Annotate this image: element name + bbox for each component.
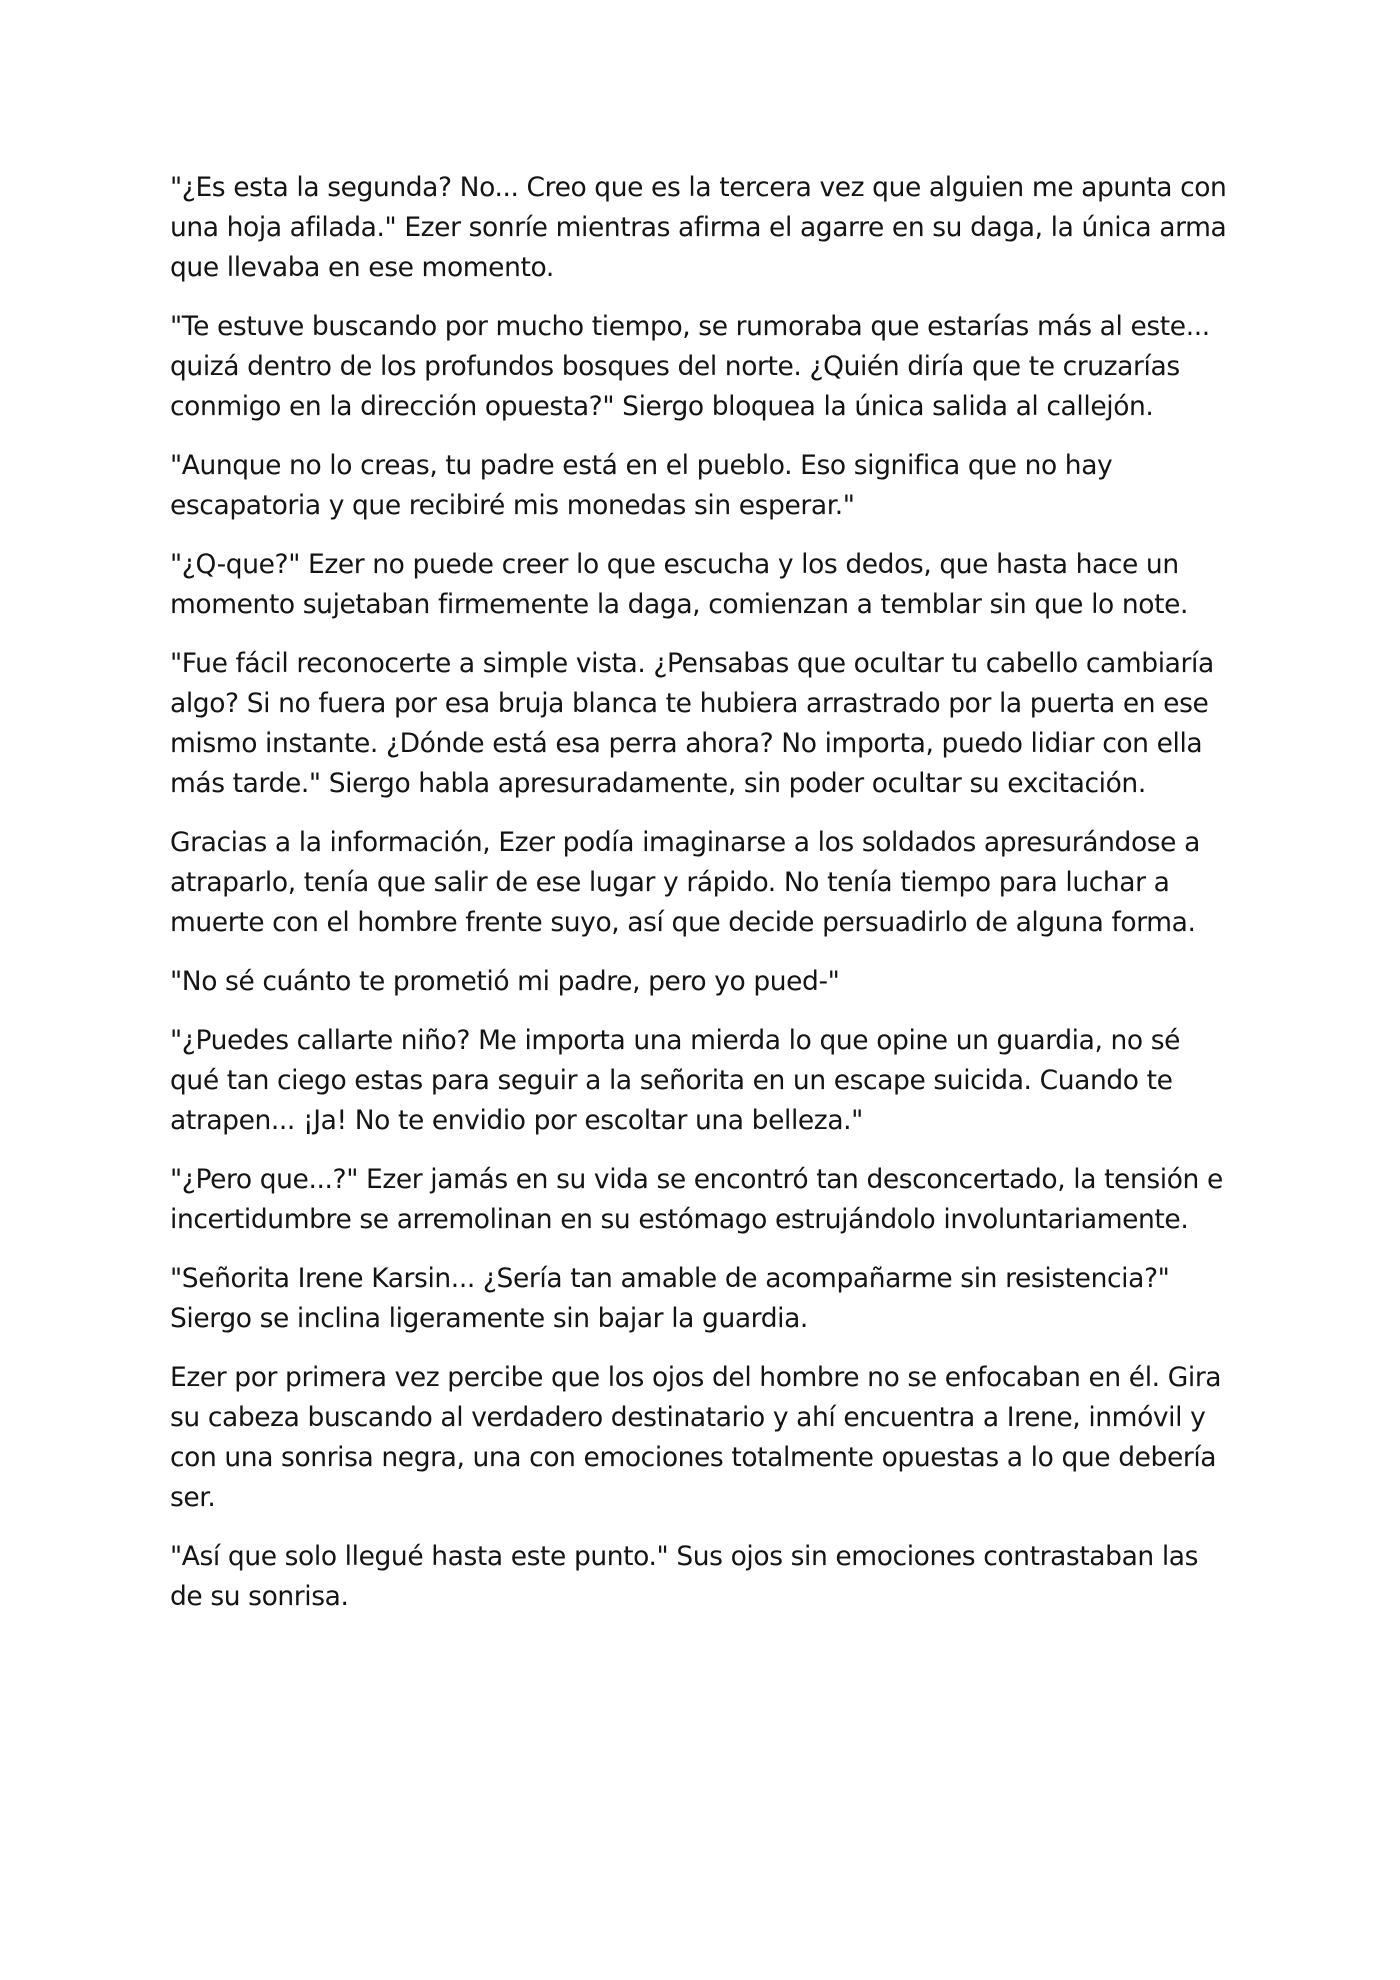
paragraph: "Fue fácil reconocerte a simple vista. ¿Pensabas que ocultar tu cabello cambiaría algo? Si no fuera por esa bruja blanca te hubiera arrastrado por la puerta en ese mismo instante. ¿Dónde está esa perra ahora? No importa, puedo lidiar con ella más tarde." Siergo habla apresuradamente, sin poder ocultar su excitación.: [170, 648, 1214, 799]
paragraph: "No sé cuánto te prometió mi padre, pero yo pued-": [170, 966, 840, 997]
paragraph: Gracias a la información, Ezer podía imaginarse a los soldados apresurándose a atraparlo, tenía que salir de ese lugar y rápido. No tenía tiempo para luchar a muerte con el hombre frente suyo, así que decide persuadirlo de alguna forma.: [170, 827, 1200, 938]
paragraph: "¿Q-que?" Ezer no puede creer lo que escucha y los dedos, que hasta hace un momento sujetaban firmemente la daga, comienzan a temblar sin que lo note.: [170, 549, 1189, 620]
document-body: [170, 168, 1230, 1636]
paragraph: "¿Pero que...?" Ezer jamás en su vida se encontró tan desconcertado, la tensión e incertidumbre se arremolinan en su estómago estrujándolo involuntariamente.: [170, 1164, 1223, 1235]
paragraph: "¿Es esta la segunda? No... Creo que es la tercera vez que alguien me apunta con una hoja afilada." Ezer sonríe mientras afirma el agarre en su daga, la única arma que llevaba en ese momento.: [170, 172, 1227, 283]
paragraph: "Te estuve buscando por mucho tiempo, se rumoraba que estarías más al este... quizá dentro de los profundos bosques del norte. ¿Quién diría que te cruzarías conmigo en la dirección opuesta?" Siergo bloquea la única salida al callejón.: [170, 311, 1210, 422]
paragraph: "Así que solo llegué hasta este punto." Sus ojos sin emociones contrastaban las de su sonrisa.: [170, 1541, 1199, 1612]
paragraph: "Aunque no lo creas, tu padre está en el pueblo. Eso significa que no hay escapatoria y que recibiré mis monedas sin esperar.": [170, 450, 1113, 521]
paragraph: "Señorita Irene Karsin... ¿Sería tan amable de acompañarme sin resistencia?" Siergo se inclina ligeramente sin bajar la guardia.: [170, 1263, 1170, 1334]
paragraph: Ezer por primera vez percibe que los ojos del hombre no se enfocaban en él. Gira su cabeza buscando al verdadero destinatario y ahí encuentra a Irene, inmóvil y con una sonrisa negra, una con emociones totalmente opuestas a lo que debería ser.: [170, 1362, 1222, 1513]
paragraph: "¿Puedes callarte niño? Me importa una mierda lo que opine un guardia, no sé qué tan ciego estas para seguir a la señorita en un escape suicida. Cuando te atrapen... ¡Ja! No te envidio por escoltar una belleza.": [170, 1025, 1181, 1136]
